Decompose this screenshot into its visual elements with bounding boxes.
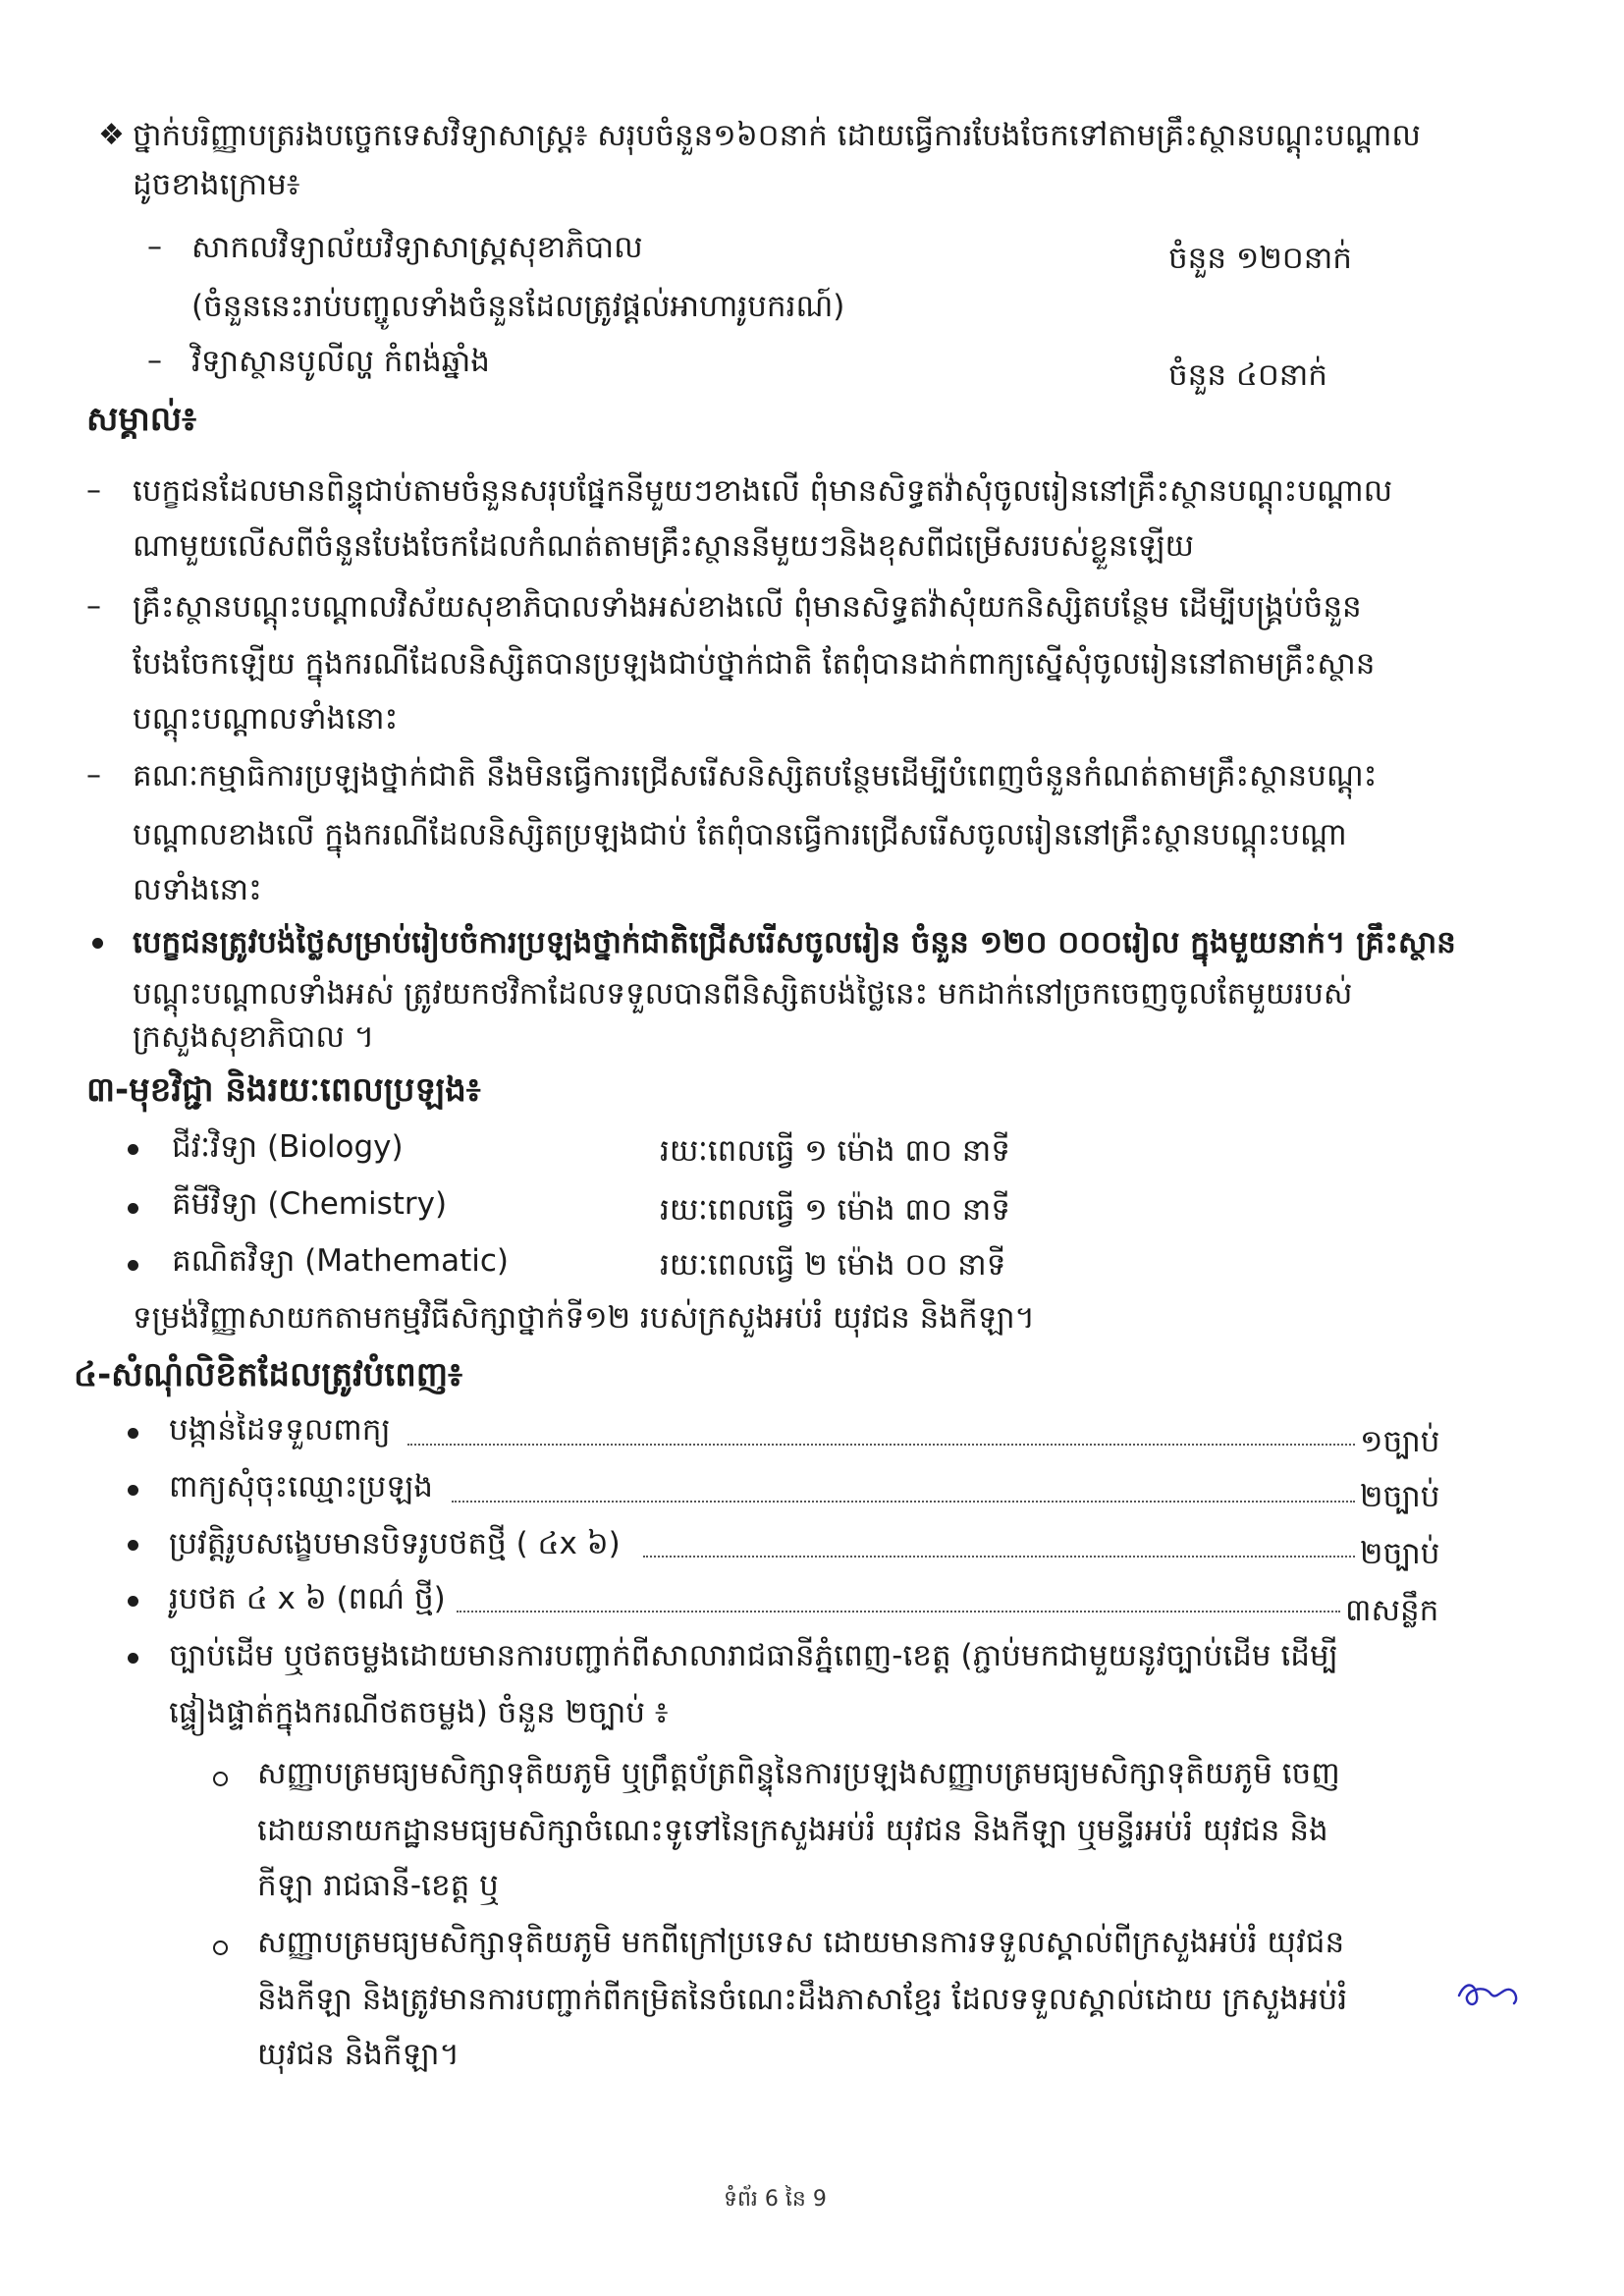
certificate-line: ច្បាប់ដើម ឬថតចម្លងដោយមានការបញ្ជាក់ពីសាលារាជធានីភ្នំពេញ-ខេត្ត (ភ្ជាប់មកជាមួយនូវច្បាប់ដើម ដើម្បី [169,1638,1338,1673]
note-line: លទាំងនោះ [133,872,262,907]
dotted-leader [643,1556,1355,1558]
note-line: បណ្តាលខាងលើ ក្នុងករណីដែលនិស្សិតប្រឡងជាប់ តែពុំបានធ្វើការជ្រើសរើសចូលរៀននៅគ្រឹះស្ថានបណ្តុះបណ្តា [133,817,1347,852]
document-item-qty: ២ច្បាប់ [1360,1536,1440,1571]
hollow-bullet-icon [213,1772,228,1786]
fee-line: ក្រសួងសុខាភិបាល ។ [133,1019,375,1055]
intro-line-2: ដូចខាងក្រោម៖ [133,167,300,202]
note-line: បណ្តុះបណ្តាលទាំងនោះ [133,701,399,737]
fee-line: បណ្តុះបណ្តាលទាំងអស់ ត្រូវយកថវិកាដែលទទួលបានពីនិស្សិតបង់ថ្លៃនេះ មកដាក់នៅច្រកចេញចូលតែមួយរបស់ [133,976,1353,1011]
bullet-icon [128,1144,138,1155]
certificate-line: ផ្ទៀងផ្ទាត់ក្នុងករណីថតចម្លង) ចំនួន ២ច្បាប់ ៖ [169,1695,669,1730]
dotted-leader [407,1444,1355,1446]
institution-note: (ចំនួននេះរាប់បញ្ចូលទាំងចំនួនដែលត្រូវផ្តល់អាហារូបករណ៍) [191,289,845,324]
bullet-icon [128,1485,138,1496]
page-number: ទំព័រ 6 នៃ 9 [724,2187,827,2212]
document-item-label: រូបថត ៤ x ៦ (ពណ៌ ថ្មី) [169,1581,446,1616]
hollow-bullet-icon [213,1941,228,1955]
dash-marker: – [86,589,101,624]
dotted-leader [457,1611,1340,1613]
note-line: ណាមួយលើសពីចំនួនបែងចែកដែលកំណត់តាមគ្រឹះស្ថាននីមួយៗនិងខុសពីជម្រើសរបស់ខ្លួនឡើយ [133,528,1195,564]
sub-item-line: កីឡា រាជធានី-ខេត្ត ឬ [257,1868,499,1903]
bullet-icon [128,1203,138,1214]
dotted-leader [452,1501,1355,1503]
subject-duration: រយៈពេលធ្វើ ១ ម៉ោង ៣០ នាទី [660,1192,1010,1228]
dash-marker: – [86,473,101,508]
subject-duration: រយៈពេលធ្វើ ១ ម៉ោង ៣០ នាទី [660,1133,1010,1169]
institution-count: ចំនួន ៤០នាក់ [1168,357,1327,393]
notes-heading: សម្គាល់៖ [86,400,197,439]
sub-item-line: យុវជន និងកីឡា។ [257,2037,460,2072]
document-item-label: ពាក្យសុំចុះឈ្មោះប្រឡង [169,1469,433,1504]
diamond-bullet-icon: ❖ [98,118,125,152]
subject-duration: រយៈពេលធ្វើ ២ ម៉ោង ០០ នាទី [660,1247,1006,1283]
section3-footnote: ទម្រង់វិញ្ញាសាយកតាមកម្មវិធីសិក្សាថ្នាក់ទី១២ របស់ក្រសួងអប់រំ យុវជន និងកីឡា។ [133,1300,1035,1336]
subject-name: ជីវៈវិទ្យា (Biology) [172,1129,404,1165]
sub-item-line: សញ្ញាបត្រមធ្យមសិក្សាទុតិយភូមិ មកពីក្រៅប្រទេស ដោយមានការទទួលស្គាល់ពីក្រសួងអប់រំ យុវជន [257,1925,1345,1960]
bullet-icon [128,1540,138,1551]
subject-name: គីមីវិទ្យា (Chemistry) [172,1186,448,1222]
sub-item-line: សញ្ញាបត្រមធ្យមសិក្សាទុតិយភូមិ ឬព្រឹត្តប័ត្រពិន្ទុនៃការប្រឡងសញ្ញាបត្រមធ្យមសិក្សាទុតិយភូមិ ចេញ [257,1756,1340,1791]
dash-marker: – [147,344,162,378]
document-item-label: បង្កាន់ដៃទទួលពាក្យ [169,1412,391,1448]
note-line: បែងចែកឡើយ ក្នុងករណីដែលនិស្សិតបានប្រឡងជាប់ថ្នាក់ជាតិ តែពុំបានដាក់ពាក្យស្នើសុំចូលរៀននៅតាមគ្រឹះស្ថាន [133,646,1376,682]
note-line: គណៈកម្មាធិការប្រឡងថ្នាក់ជាតិ នឹងមិនធ្វើការជ្រើសរើសនិស្សិតបន្ថែមដើម្បីបំពេញចំនួនកំណត់តាមគ្រឹះស្ថានបណ្តុះ [133,758,1378,793]
dash-marker: – [147,230,162,264]
bullet-icon [92,938,103,949]
subject-name: គណិតវិទ្យា (Mathematic) [172,1243,509,1279]
document-item-qty: ១ច្បាប់ [1360,1424,1440,1459]
section3-heading: ៣-មុខវិជ្ជា និងរយៈពេលប្រឡង៖ [86,1070,481,1110]
institution-label: វិទ្យាស្ថានបូលីល្ហ កំពង់ឆ្នាំង [191,344,490,379]
sub-item-line: និងកីឡា និងត្រូវមានការបញ្ជាក់ពីកម្រិតនៃចំណេះដឹងភាសាខ្មែរ ដែលទទួលស្គាល់ដោយ ក្រសួងអប់រំ [257,1982,1348,2017]
fee-line: បេក្ខជនត្រូវបង់ថ្លៃសម្រាប់រៀបចំការប្រឡងថ្នាក់ជាតិជ្រើសរើសចូលរៀន ចំនួន ១២០ ០០០រៀល ក្នុងមួយនាក់។ គ្រឹះស្ថាន [133,925,1456,960]
document-item-qty: ៣សន្លឹក [1345,1593,1439,1628]
bullet-icon [128,1260,138,1271]
section4-heading: ៤-សំណុំលិខិតដែលត្រូវបំពេញ៖ [74,1355,463,1394]
institution-label: សាកលវិទ្យាល័យវិទ្យាសាស្ត្រសុខាភិបាល [191,230,643,265]
bullet-icon [128,1428,138,1439]
intro-line-1: ថ្នាក់បរិញ្ញាបត្ររងបច្ចេកទេសវិទ្យាសាស្ត្រ៖ សរុបចំនួន១៦០នាក់ ដោយធ្វើការបែងចែកទៅតាមគ្រឹះស្ថានបណ្តុះបណ្តាល [133,118,1421,153]
bullet-icon [128,1596,138,1607]
dash-marker: – [86,758,101,793]
institution-count: ចំនួន ១២០នាក់ [1168,241,1352,276]
handwritten-initial-icon [1455,1974,1522,2013]
bullet-icon [128,1653,138,1664]
document-item-qty: ២ច្បាប់ [1360,1479,1440,1514]
document-item-label: ប្រវត្តិរូបសង្ខេបមានបិទរូបថតថ្មី ( ៤x ៦) [169,1526,621,1561]
note-line: បេក្ខជនដែលមានពិន្ទុជាប់តាមចំនួនសរុបផ្នែកនីមួយៗខាងលើ ពុំមានសិទ្ធតវ៉ាសុំចូលរៀននៅគ្រឹះស្ថានបណ្តុះបណ្តាល [133,473,1393,509]
sub-item-line: ដោយនាយកដ្ឋានមធ្យមសិក្សាចំណេះទូទៅនៃក្រសួងអប់រំ យុវជន និងកីឡា ឬមន្ទីរអប់រំ យុវជន និង [257,1813,1328,1848]
note-line: គ្រឹះស្ថានបណ្តុះបណ្តាលវិស័យសុខាភិបាលទាំងអស់ខាងលើ ពុំមានសិទ្ធតវ៉ាសុំយកនិស្សិតបន្ថែម ដើម្បីបង្គ្រប់ចំនួន [133,589,1362,625]
